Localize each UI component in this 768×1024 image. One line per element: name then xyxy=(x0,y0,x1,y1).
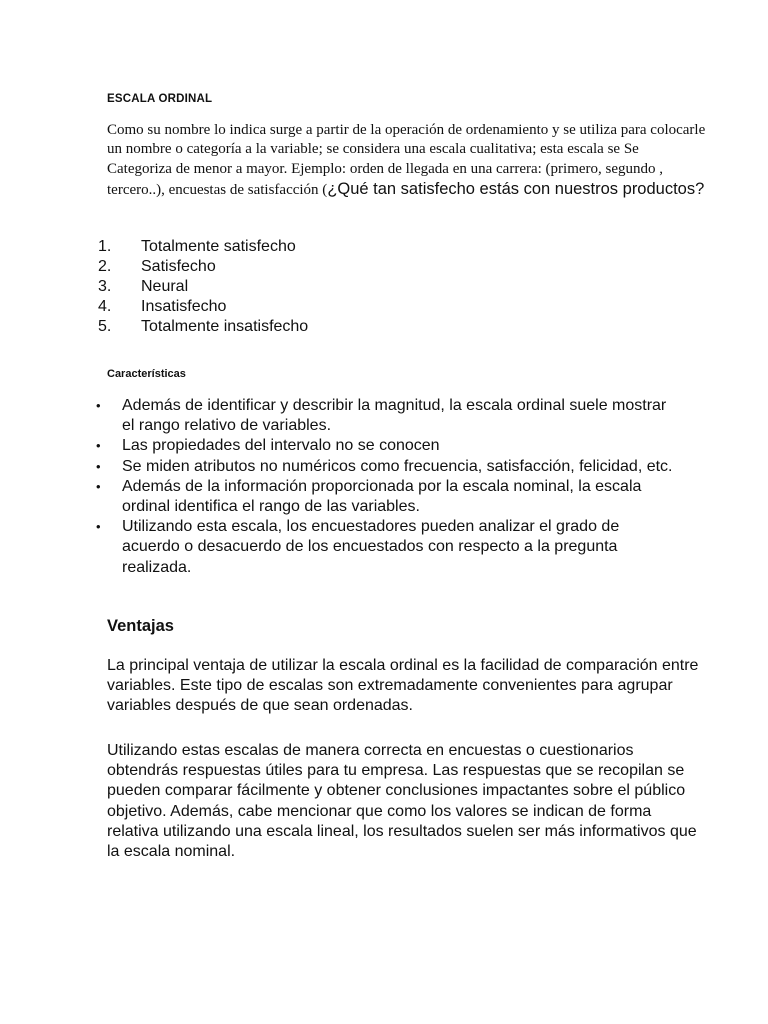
bullet-item xyxy=(95,457,675,477)
list-item-text: Neural xyxy=(141,278,189,295)
intro-question: ¿Qué tan satisfecho estás con nuestros productos? xyxy=(327,179,705,198)
list-item xyxy=(98,277,308,297)
bullet-icon: • xyxy=(96,438,101,454)
list-item-text: Satisfecho xyxy=(141,258,216,275)
list-item xyxy=(98,297,308,317)
list-item-number: 5. xyxy=(98,318,112,335)
bullet-item-text: Las propiedades del intervalo no se conocen xyxy=(122,437,440,455)
intro-paragraph xyxy=(107,121,707,200)
list-item-number: 1. xyxy=(98,238,112,255)
list-item xyxy=(98,237,308,257)
bullet-item-text: Se miden atributos no numéricos como frecuencia, satisfacción, felicidad, etc. xyxy=(122,457,673,475)
list-item-text: Totalmente satisfecho xyxy=(141,238,296,255)
bullet-item xyxy=(95,477,675,517)
advantages-heading: Ventajas xyxy=(107,617,174,635)
bullet-icon: • xyxy=(96,478,101,494)
characteristics-list xyxy=(95,396,675,578)
list-item-number: 2. xyxy=(98,258,112,275)
list-item-text: Totalmente insatisfecho xyxy=(141,318,309,335)
satisfaction-scale-list xyxy=(98,237,308,337)
bullet-item xyxy=(95,396,675,436)
bullet-item xyxy=(95,517,675,578)
bullet-icon: • xyxy=(96,398,101,413)
list-item xyxy=(98,257,308,277)
bullet-item-text: Utilizando esta escala, los encuestadores pueden analizar el grado de acuerdo o desacuerdo de los encuestados con respecto a la pregunta realizada. xyxy=(122,518,620,576)
bullet-icon: • xyxy=(96,519,101,535)
bullet-item-text: Además de la información proporcionada por la escala nominal, la escala ordinal identifica el rango de las variables. xyxy=(122,477,642,516)
list-item-number: 3. xyxy=(98,278,112,295)
list-item xyxy=(98,317,308,337)
bullet-item-text: Además de identificar y describir la magnitud, la escala ordinal suele mostrar el rango relativo de variables. xyxy=(122,397,667,435)
bullet-icon: • xyxy=(96,458,101,474)
bullet-item xyxy=(95,436,675,456)
list-item-number: 4. xyxy=(98,298,112,315)
list-item-text: Insatisfecho xyxy=(141,298,227,315)
intro-text: Como su nombre lo indica surge a partir de la operación de ordenamiento y se utiliza para colocarle un nombre o categoría a la variable; se considera una escala cualitativa; esta escala se Se Categoriza de menor a mayor. Ejemplo: orden de llegada en una carrera: (primero, segundo , tercero..), encuestas de satisfacción ( xyxy=(107,122,706,198)
advantages-paragraph-2: Utilizando estas escalas de manera correcta en encuestas o cuestionarios obtendrás respuestas útiles para tu empresa. Las respuestas que se recopilan se pueden comparar fácilmente y obtener conclusiones impactantes sobre el público objetivo. Además, cabe mencionar que como los valores se indican de forma relativa utilizando una escala lineal, los resultados suelen ser más informativos que la escala nominal. xyxy=(107,742,697,861)
characteristics-heading: Características xyxy=(107,368,186,380)
document-title: ESCALA ORDINAL xyxy=(107,93,213,105)
advantages-paragraph-1: La principal ventaja de utilizar la escala ordinal es la facilidad de comparación entre variables. Este tipo de escalas son extremadamente convenientes para agrupar variables después de que sean ordenadas. xyxy=(107,657,699,715)
